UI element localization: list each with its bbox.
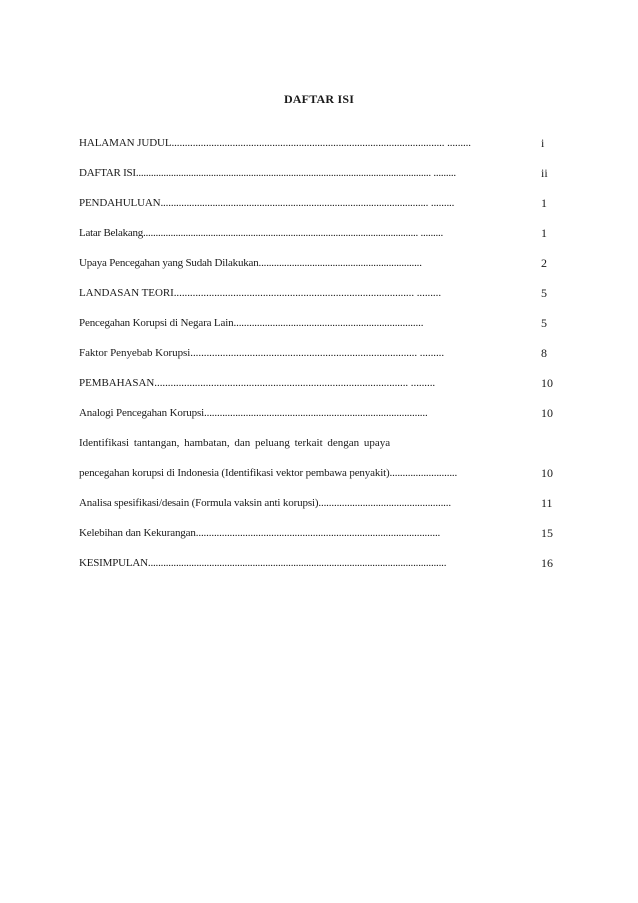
toc-row-analisa-spesifikasi	[79, 488, 569, 518]
toc-page-number: 5	[541, 286, 547, 300]
toc-label: Identifikasi tantangan, hambatan, dan peluang terkait dengan upaya	[79, 437, 391, 449]
toc-row-halaman-judul	[79, 128, 569, 158]
toc-label: Upaya Pencegahan yang Sudah Dilakukan................................................................	[79, 257, 422, 269]
toc-row-upaya-pencegahan	[79, 248, 569, 278]
toc-page-number: 1	[541, 226, 547, 240]
toc-page-number: 10	[541, 466, 553, 480]
toc-page-number: 2	[541, 256, 547, 270]
toc-row-identifikasi-line1	[79, 428, 569, 458]
toc-row-faktor-penyebab	[79, 338, 569, 368]
toc-page-number: 8	[541, 346, 547, 360]
toc-page-number: ii	[541, 166, 548, 180]
toc-page-number: 15	[541, 526, 553, 540]
toc-label: PEMBAHASAN.............................................................................................. .........	[79, 377, 436, 389]
toc-label: LANDASAN TEORI......................................................................................... .........	[79, 287, 442, 299]
toc-row-kelebihan	[79, 518, 569, 548]
toc-page-number: 16	[541, 556, 553, 570]
toc-label: pencegahan korupsi di Indonesia (Identifikasi vektor pembawa penyakit)..........................	[79, 467, 458, 479]
toc-row-kesimpulan	[79, 548, 569, 578]
toc-page-number: 10	[541, 406, 553, 420]
toc-label: Analogi Pencegahan Korupsi......................................................................................	[79, 407, 428, 419]
toc-label: Kelebihan dan Kekurangan..............................................................................................	[79, 527, 441, 539]
toc-row-latar-belakang	[79, 218, 569, 248]
toc-page-number: 11	[541, 496, 553, 510]
toc-label: Faktor Penyebab Korupsi.................................................................................... .........	[79, 347, 445, 359]
toc-label: KESIMPULAN.....................................................................................................................	[79, 557, 447, 569]
toc-row-analogi	[79, 398, 569, 428]
toc-row-pendahuluan	[79, 188, 569, 218]
toc-row-pembahasan	[79, 368, 569, 398]
toc-page-number: i	[541, 136, 545, 150]
toc-page-number: 1	[541, 196, 547, 210]
toc-label: Analisa spesifikasi/desain (Formula vaksin anti korupsi)...................................................	[79, 497, 451, 509]
toc-row-pencegahan-negara-lain	[79, 308, 569, 338]
toc-row-daftar-isi	[79, 158, 569, 188]
toc-page-number: 5	[541, 316, 547, 330]
page-title: DAFTAR ISI	[283, 92, 355, 106]
toc-label: Latar Belakang.............................................................................................................. .........	[79, 227, 443, 239]
toc-label: Pencegahan Korupsi di Negara Lain.........................................................................	[79, 317, 424, 329]
toc-row-identifikasi-line2	[79, 458, 569, 488]
toc-label: PENDAHULUAN....................................................................................................... .........	[79, 197, 455, 209]
table-of-contents	[79, 128, 569, 578]
toc-label: HALAMAN JUDUL....................................................................................................... .........	[79, 137, 471, 149]
toc-page-number: 10	[541, 376, 553, 390]
toc-row-landasan-teori	[79, 278, 569, 308]
toc-label: DAFTAR ISI...................................................................................................................... .........	[79, 167, 456, 179]
